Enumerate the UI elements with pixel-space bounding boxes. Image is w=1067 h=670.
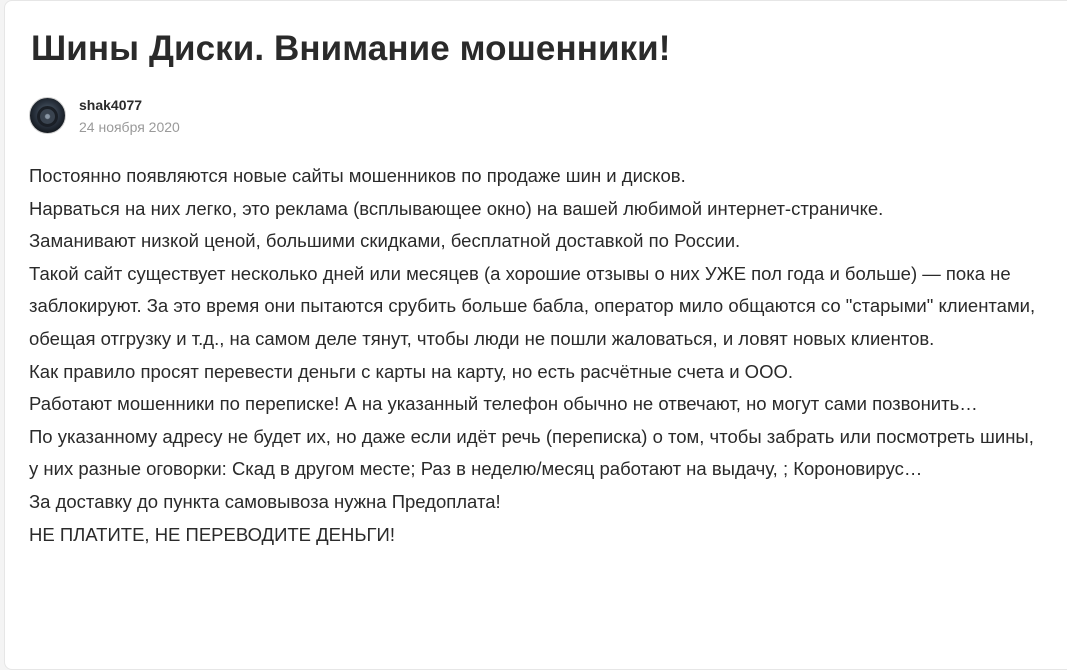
post-paragraph: Постоянно появляются новые сайты мошенников по продаже шин и дисков. (29, 165, 686, 186)
post-paragraph: Нарваться на них легко, это реклама (всплывающее окно) на вашей любимой интернет-страничке. (29, 197, 884, 219)
author-username[interactable]: shak4077 (79, 97, 143, 113)
post-card (4, 0, 1067, 670)
post-paragraph: НЕ ПЛАТИТЕ, НЕ ПЕРЕВОДИТЕ ДЕНЬГИ! (29, 523, 395, 545)
post-date: 24 ноября 2020 (79, 119, 180, 135)
post-paragraph: За доставку до пункта самовывоза нужна Предоплата! (29, 490, 501, 512)
post-paragraph: По указанному адресу не будет их, но даже если идёт речь (переписка) о том, чтобы забрать или посмотреть шины, у них разные оговорки: Скад в другом месте; Раз в неделю/месяц работают на выдачу, ; Короновирус… (29, 425, 1034, 480)
post-title: Шины Диски. Внимание мошенники! (31, 29, 671, 68)
post-paragraph: Как правило просят перевести деньги с карты на карту, но есть расчётные счета и ООО. (29, 360, 793, 382)
post-paragraph: Заманивают низкой ценой, большими скидками, бесплатной доставкой по России. (29, 230, 741, 252)
post-paragraph: Такой сайт существует несколько дней или месяцев (а хорошие отзывы о них УЖЕ пол года и больше) — пока не заблокируют. За это время они пытаются срубить больше бабла, оператор мило общаются со "старыми" клиентами, обещая отгрузку и т.д., на самом деле тянут, чтобы люди не пошли жаловаться, и ловят новых клиентов. (29, 262, 1036, 349)
wheel-shape (37, 106, 58, 127)
post-body (29, 160, 1039, 551)
steering-wheel-avatar-icon[interactable] (29, 97, 66, 134)
post-paragraph: Работают мошенники по переписке! А на указанный телефон обычно не отвечают, но могут сами позвонить… (29, 393, 978, 415)
